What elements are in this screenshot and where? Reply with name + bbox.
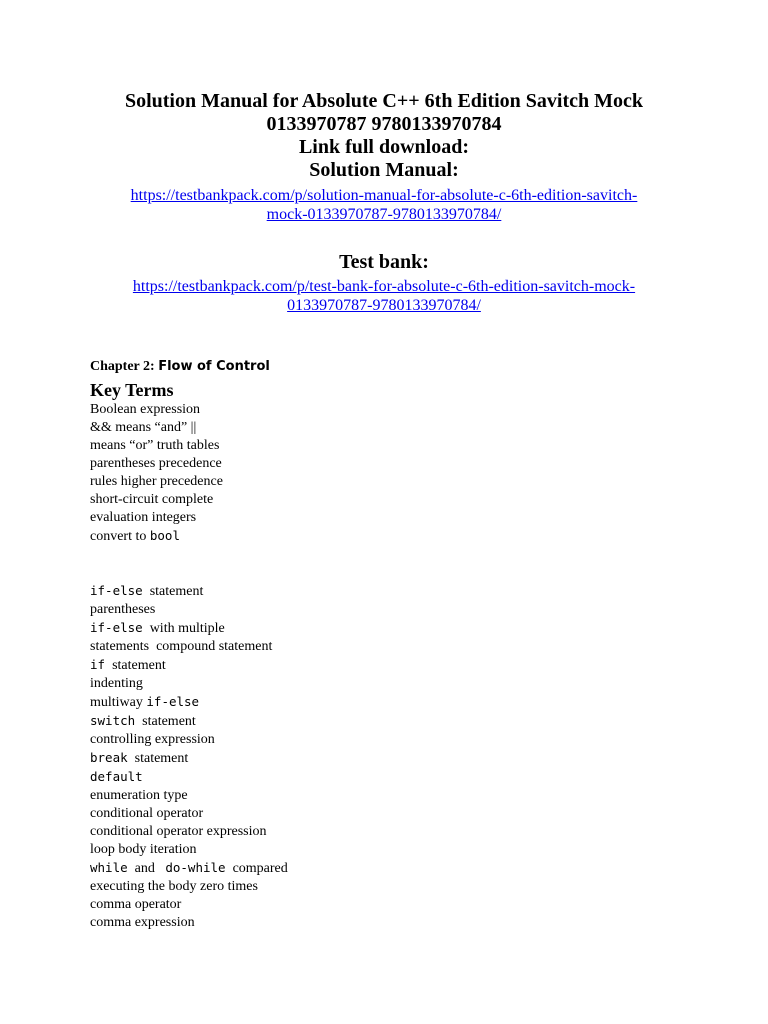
testbank-heading: Test bank: — [339, 251, 429, 273]
term-text: conditional operator expression — [90, 824, 267, 839]
chapter-heading — [90, 358, 730, 376]
term-text: conditional operator — [90, 806, 204, 821]
key-term — [90, 656, 730, 675]
key-term — [90, 582, 730, 601]
term-text: evaluation integers — [90, 510, 197, 525]
code-keyword: if — [90, 657, 106, 672]
term-text: and — [127, 861, 166, 876]
terms-list-2 — [90, 582, 730, 932]
solution-link-line-1[interactable]: https://testbankpack.com/p/solution-manual-for-absolute-c-6th-edition-savitch- — [130, 187, 638, 204]
key-term — [90, 731, 730, 749]
testbank-link[interactable] — [0, 277, 768, 315]
title-line-4: Solution Manual: — [309, 159, 459, 181]
title-line-3: Link full download: — [298, 136, 470, 158]
term-text: parentheses — [90, 602, 156, 617]
key-term — [90, 601, 730, 619]
key-term — [90, 693, 730, 712]
testbank-link-line-1[interactable]: https://testbankpack.com/p/test-bank-for-absolute-c-6th-edition-savitch-mock- — [132, 278, 636, 295]
term-text: && means “and” || — [90, 420, 197, 435]
term-text: controlling expression — [90, 732, 215, 747]
code-keyword: if-else — [90, 620, 143, 635]
key-term — [90, 473, 730, 491]
key-term — [90, 619, 730, 638]
term-text: enumeration type — [90, 788, 188, 803]
chapter-content — [90, 358, 730, 932]
key-term — [90, 823, 730, 841]
key-term — [90, 491, 730, 509]
code-keyword: break — [90, 750, 128, 765]
key-term — [90, 859, 730, 878]
key-term — [90, 896, 730, 914]
key-term — [90, 675, 730, 693]
term-text: Boolean expression — [90, 402, 201, 417]
code-keyword: default — [90, 769, 143, 784]
term-text: indenting — [90, 676, 143, 691]
solution-link-line-2[interactable]: mock-0133970787-9780133970784/ — [266, 206, 502, 223]
title-line-2: 0133970787 9780133970784 — [266, 113, 502, 135]
term-text: executing the body zero times — [90, 879, 258, 894]
term-text: comma operator — [90, 897, 182, 912]
code-keyword: bool — [149, 528, 180, 543]
term-text: loop body iteration — [90, 842, 197, 857]
term-text: with multiple — [142, 621, 225, 636]
key-term — [90, 768, 730, 787]
chapter-title: Flow of Control — [158, 359, 270, 374]
terms-list-1 — [90, 401, 730, 546]
term-text: rules higher precedence — [90, 474, 223, 489]
term-text: statement — [135, 714, 196, 729]
code-keyword: switch — [90, 713, 136, 728]
term-text: statement — [105, 658, 166, 673]
code-keyword: if-else — [90, 583, 143, 598]
solution-manual-link[interactable] — [0, 186, 768, 224]
key-term — [90, 878, 730, 896]
key-term — [90, 455, 730, 473]
term-text: statement — [142, 584, 204, 599]
testbank-link-line-2[interactable]: 0133970787-9780133970784/ — [287, 297, 481, 314]
key-term — [90, 419, 730, 437]
title-block — [0, 90, 768, 315]
key-term — [90, 437, 730, 455]
section-gap — [90, 546, 730, 582]
chapter-prefix: Chapter 2: — [90, 359, 159, 374]
key-term — [90, 841, 730, 859]
term-text: multiway — [90, 695, 147, 710]
code-keyword: if-else — [146, 694, 200, 709]
code-keyword: while — [90, 860, 128, 875]
title-line-1: Solution Manual for Absolute C++ 6th Edition Savitch Mock — [124, 90, 644, 112]
term-text: convert to — [90, 529, 150, 544]
key-term — [90, 914, 730, 932]
term-text: statement — [127, 751, 189, 766]
key-term — [90, 712, 730, 731]
term-text: comma expression — [90, 915, 195, 930]
code-keyword: do-while — [165, 860, 226, 875]
term-text: compared — [225, 861, 288, 876]
key-terms-heading: Key Terms — [90, 380, 174, 400]
key-term — [90, 805, 730, 823]
term-text: statements compound statement — [90, 639, 273, 654]
term-text: means “or” truth tables — [90, 438, 220, 453]
term-text: short-circuit complete — [90, 492, 214, 507]
key-term — [90, 638, 730, 656]
term-text: parentheses precedence — [90, 456, 222, 471]
key-term — [90, 749, 730, 768]
key-term — [90, 401, 730, 419]
key-term — [90, 787, 730, 805]
key-term — [90, 527, 730, 546]
key-term — [90, 509, 730, 527]
